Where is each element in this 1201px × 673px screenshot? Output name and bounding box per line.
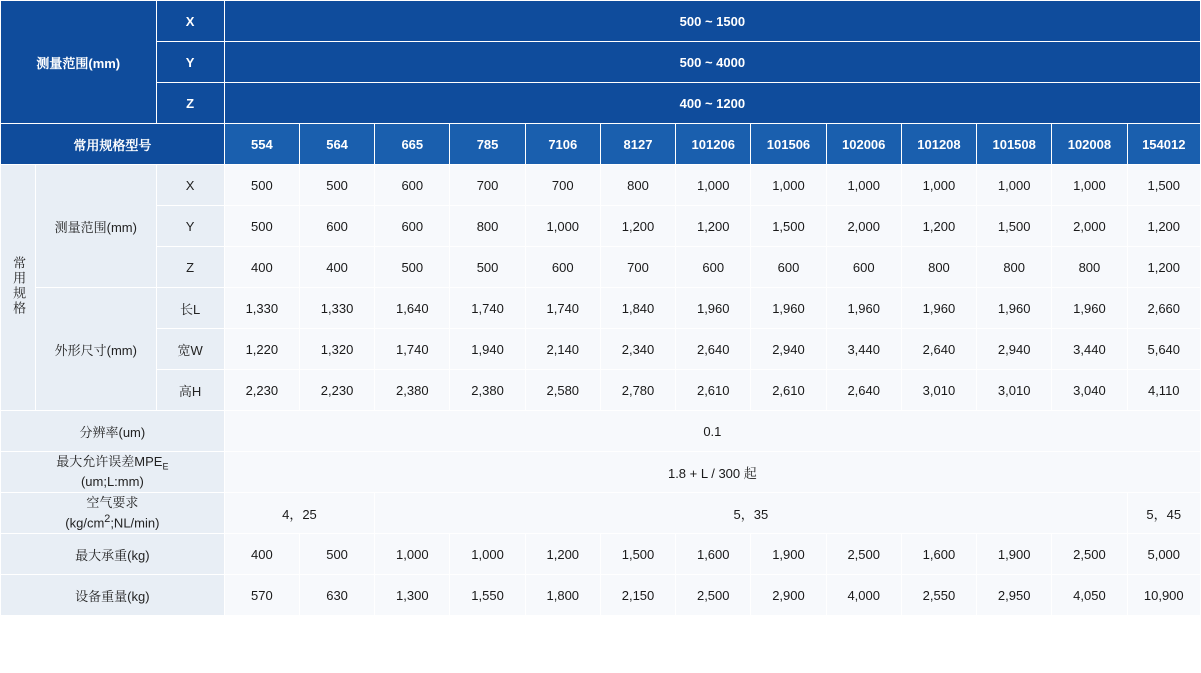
cell-value: 2,940 bbox=[751, 329, 826, 370]
cell-value: 3,440 bbox=[826, 329, 901, 370]
air-label-main: 空气要求 bbox=[86, 495, 139, 511]
cell-value: 5,000 bbox=[1127, 534, 1200, 575]
header-axis-z: Z bbox=[156, 83, 224, 124]
cell-value: 600 bbox=[751, 247, 826, 288]
model-header-cell: 785 bbox=[450, 124, 525, 165]
cell-value: 1,900 bbox=[977, 534, 1052, 575]
cell-value: 2,950 bbox=[977, 575, 1052, 616]
mpe-label-unit: (um;L:mm) bbox=[80, 474, 144, 490]
model-header-cell: 101506 bbox=[751, 124, 826, 165]
cell-value: 2,340 bbox=[600, 329, 675, 370]
cell-value: 1,800 bbox=[525, 575, 600, 616]
row-label-mpe bbox=[1, 452, 225, 493]
cell-value: 4,000 bbox=[826, 575, 901, 616]
cell-value: 2,380 bbox=[375, 370, 450, 411]
cell-value: 1,000 bbox=[525, 206, 600, 247]
cell-value: 2,640 bbox=[826, 370, 901, 411]
cell-value: 10,900 bbox=[1127, 575, 1200, 616]
cell-value: 2,640 bbox=[901, 329, 976, 370]
cell-value: 1,740 bbox=[525, 288, 600, 329]
table-row bbox=[1, 329, 1201, 370]
model-header-cell: 554 bbox=[224, 124, 299, 165]
cell-value: 630 bbox=[299, 575, 374, 616]
cell-value: 1,200 bbox=[600, 206, 675, 247]
cell-value: 1,960 bbox=[1052, 288, 1127, 329]
cell-value: 3,440 bbox=[1052, 329, 1127, 370]
cell-value: 4,050 bbox=[1052, 575, 1127, 616]
row-label-measuring-range: 测量范围(mm) bbox=[36, 165, 156, 288]
cell-value: 400 bbox=[224, 247, 299, 288]
table-row bbox=[1, 165, 1201, 206]
model-header-cell: 101508 bbox=[977, 124, 1052, 165]
cell-value: 1,960 bbox=[826, 288, 901, 329]
cell-air-value-3: 5，45 bbox=[1127, 493, 1200, 534]
row-axis-label: Y bbox=[156, 206, 224, 247]
cell-value: 1,000 bbox=[751, 165, 826, 206]
cell-value: 1,200 bbox=[901, 206, 976, 247]
cell-value: 500 bbox=[375, 247, 450, 288]
row-label-air bbox=[1, 493, 225, 534]
cell-value: 2,230 bbox=[299, 370, 374, 411]
cell-value: 1,960 bbox=[676, 288, 751, 329]
air-label-unit-1: (kg/cm bbox=[65, 515, 105, 531]
cell-value: 2,610 bbox=[676, 370, 751, 411]
cell-value: 3,010 bbox=[901, 370, 976, 411]
model-header-cell: 102008 bbox=[1052, 124, 1127, 165]
model-header-cell: 7106 bbox=[525, 124, 600, 165]
cell-value: 1,330 bbox=[299, 288, 374, 329]
cell-value: 600 bbox=[826, 247, 901, 288]
cell-value: 1,000 bbox=[1052, 165, 1127, 206]
cell-value: 1,000 bbox=[826, 165, 901, 206]
cell-value: 2,140 bbox=[525, 329, 600, 370]
cell-value: 1,500 bbox=[751, 206, 826, 247]
cell-value: 2,550 bbox=[901, 575, 976, 616]
cell-value: 2,150 bbox=[600, 575, 675, 616]
row-label-outline-dimension: 外形尺寸(mm) bbox=[36, 288, 156, 411]
cell-value: 600 bbox=[375, 206, 450, 247]
cell-value: 2,000 bbox=[1052, 206, 1127, 247]
cell-value: 570 bbox=[224, 575, 299, 616]
air-label-superscript: 2 bbox=[104, 512, 111, 525]
cell-mpe-value: 1.8 + L / 300 起 bbox=[224, 452, 1200, 493]
cell-value: 1,320 bbox=[299, 329, 374, 370]
cell-value: 2,000 bbox=[826, 206, 901, 247]
cell-value: 600 bbox=[375, 165, 450, 206]
cell-value: 1,960 bbox=[977, 288, 1052, 329]
cell-value: 500 bbox=[224, 165, 299, 206]
table-row-mpe bbox=[1, 452, 1201, 493]
cell-value: 800 bbox=[901, 247, 976, 288]
table-row bbox=[1, 370, 1201, 411]
model-header-label: 常用规格型号 bbox=[1, 124, 225, 165]
mpe-label-subscript: E bbox=[162, 461, 169, 472]
header-axis-y: Y bbox=[156, 42, 224, 83]
header-axis-x: X bbox=[156, 1, 224, 42]
cell-value: 2,660 bbox=[1127, 288, 1200, 329]
cell-value: 600 bbox=[299, 206, 374, 247]
header-range-label: 测量范围(mm) bbox=[1, 1, 157, 124]
cell-value: 1,960 bbox=[751, 288, 826, 329]
cell-value: 2,780 bbox=[600, 370, 675, 411]
cell-value: 700 bbox=[525, 165, 600, 206]
cell-resolution-value: 0.1 bbox=[224, 411, 1200, 452]
cell-value: 1,200 bbox=[525, 534, 600, 575]
header-range-row-x bbox=[1, 1, 1201, 42]
cell-value: 800 bbox=[450, 206, 525, 247]
cell-value: 2,380 bbox=[450, 370, 525, 411]
cell-value: 1,940 bbox=[450, 329, 525, 370]
cell-value: 2,900 bbox=[751, 575, 826, 616]
cell-value: 1,740 bbox=[375, 329, 450, 370]
cell-value: 1,600 bbox=[676, 534, 751, 575]
model-header-cell: 665 bbox=[375, 124, 450, 165]
cell-value: 1,000 bbox=[676, 165, 751, 206]
cell-value: 1,220 bbox=[224, 329, 299, 370]
cell-value: 1,500 bbox=[600, 534, 675, 575]
cell-value: 1,900 bbox=[751, 534, 826, 575]
cell-value: 2,500 bbox=[1052, 534, 1127, 575]
cell-value: 1,000 bbox=[901, 165, 976, 206]
cell-value: 2,500 bbox=[826, 534, 901, 575]
model-header-cell: 101206 bbox=[676, 124, 751, 165]
row-axis-label: X bbox=[156, 165, 224, 206]
cell-value: 1,000 bbox=[977, 165, 1052, 206]
header-range-x: 500 ~ 1500 bbox=[224, 1, 1200, 42]
header-range-row-z bbox=[1, 83, 1201, 124]
table-row-equipment-weight bbox=[1, 575, 1201, 616]
cell-value: 1,200 bbox=[1127, 206, 1200, 247]
cell-value: 1,550 bbox=[450, 575, 525, 616]
row-axis-label: 高H bbox=[156, 370, 224, 411]
cell-value: 3,040 bbox=[1052, 370, 1127, 411]
cell-value: 1,000 bbox=[450, 534, 525, 575]
cell-value: 1,200 bbox=[676, 206, 751, 247]
cell-air-value-2: 5，35 bbox=[375, 493, 1127, 534]
cell-value: 1,300 bbox=[375, 575, 450, 616]
model-header-cell: 154012 bbox=[1127, 124, 1200, 165]
cell-value: 400 bbox=[224, 534, 299, 575]
cell-value: 1,840 bbox=[600, 288, 675, 329]
model-header-cell: 101208 bbox=[901, 124, 976, 165]
cell-value: 800 bbox=[600, 165, 675, 206]
cell-value: 1,500 bbox=[977, 206, 1052, 247]
cell-value: 1,200 bbox=[1127, 247, 1200, 288]
cell-value: 500 bbox=[224, 206, 299, 247]
cell-value: 700 bbox=[600, 247, 675, 288]
table-row bbox=[1, 206, 1201, 247]
cell-value: 500 bbox=[299, 534, 374, 575]
cell-value: 3,010 bbox=[977, 370, 1052, 411]
row-axis-label: 宽W bbox=[156, 329, 224, 370]
cell-value: 800 bbox=[1052, 247, 1127, 288]
cell-value: 1,500 bbox=[1127, 165, 1200, 206]
table-row bbox=[1, 288, 1201, 329]
cell-value: 2,230 bbox=[224, 370, 299, 411]
cell-value: 2,580 bbox=[525, 370, 600, 411]
group-label-text: 常用规格 bbox=[11, 256, 27, 316]
cell-value: 600 bbox=[525, 247, 600, 288]
row-axis-label: Z bbox=[156, 247, 224, 288]
cell-value: 1,330 bbox=[224, 288, 299, 329]
header-range-z: 400 ~ 1200 bbox=[224, 83, 1200, 124]
cell-air-value-1: 4，25 bbox=[224, 493, 374, 534]
cell-value: 500 bbox=[450, 247, 525, 288]
cell-value: 2,500 bbox=[676, 575, 751, 616]
header-range-y: 500 ~ 4000 bbox=[224, 42, 1200, 83]
group-label-common-spec bbox=[1, 165, 36, 411]
row-axis-label: 长L bbox=[156, 288, 224, 329]
cell-value: 1,600 bbox=[901, 534, 976, 575]
model-header-cell: 564 bbox=[299, 124, 374, 165]
cell-value: 400 bbox=[299, 247, 374, 288]
table-row-resolution bbox=[1, 411, 1201, 452]
table-row-max-load bbox=[1, 534, 1201, 575]
table-row-air bbox=[1, 493, 1201, 534]
model-header-row bbox=[1, 124, 1201, 165]
cell-value: 1,740 bbox=[450, 288, 525, 329]
mpe-label-main: 最大允许误差MPE bbox=[56, 454, 163, 470]
row-label-equipment-weight: 设备重量(kg) bbox=[1, 575, 225, 616]
cell-value: 1,640 bbox=[375, 288, 450, 329]
cell-value: 4,110 bbox=[1127, 370, 1200, 411]
header-range-row-y bbox=[1, 42, 1201, 83]
cell-value: 800 bbox=[977, 247, 1052, 288]
cell-value: 500 bbox=[299, 165, 374, 206]
model-header-cell: 8127 bbox=[600, 124, 675, 165]
row-label-max-load: 最大承重(kg) bbox=[1, 534, 225, 575]
table-row bbox=[1, 247, 1201, 288]
cell-value: 1,960 bbox=[901, 288, 976, 329]
cell-value: 2,940 bbox=[977, 329, 1052, 370]
cell-value: 2,610 bbox=[751, 370, 826, 411]
model-header-cell: 102006 bbox=[826, 124, 901, 165]
air-label-unit-2: ;NL/min) bbox=[110, 515, 160, 531]
cell-value: 700 bbox=[450, 165, 525, 206]
row-label-resolution: 分辨率(um) bbox=[1, 411, 225, 452]
cell-value: 600 bbox=[676, 247, 751, 288]
cell-value: 5,640 bbox=[1127, 329, 1200, 370]
cell-value: 2,640 bbox=[676, 329, 751, 370]
cell-value: 1,000 bbox=[375, 534, 450, 575]
